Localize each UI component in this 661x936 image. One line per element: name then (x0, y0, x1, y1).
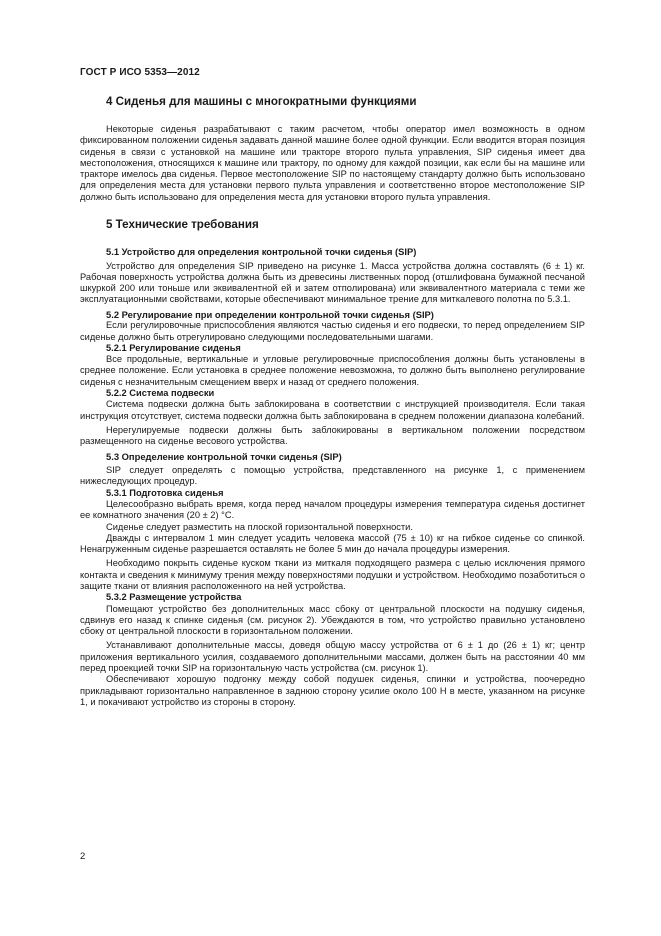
section-5-3-2-heading: 5.3.2 Размещение устройства (106, 592, 242, 603)
section-4-heading: 4 Сиденья для машины с многократными функциями (106, 95, 417, 108)
section-5-3-1-heading: 5.3.1 Подготовка сиденья (106, 487, 224, 498)
section-5-3-1-paragraph-1: Целесообразно выбрать время, когда перед началом процедуры измерения температура сиденья достигнет ее комнатного значения (20 ± 2) °С. (80, 498, 585, 521)
section-5-3-1-paragraph-4: Необходимо покрыть сиденье куском ткани из миткаля подходящего размера с целью исключения прямого контакта и сведения к минимуму трения между поверхностями подушки и устройством. Необходимо позаботиться о защите ткани от влияния расположенного на ней устройства. (80, 558, 585, 591)
standard-header: ГОСТ Р ИСО 5353—2012 (80, 67, 200, 78)
section-5-1-heading: 5.1 Устройство для определения контрольной точки сиденья (SIP) (106, 246, 417, 258)
section-5-heading: 5 Технические требования (106, 218, 259, 232)
section-5-3-2-paragraph-3: Обеспечивают хорошую подгонку между собой подушек сиденья, спинки и устройства, поочередно прикладывают горизонтально направленное в заднюю сторону усилие около 100 Н в месте, указанном на рисунке 1, и покачивают устройство из стороны в сторону. (80, 674, 585, 707)
section-5-2-2-paragraph-2: Нерегулируемые подвески должны быть заблокированы в вертикальном положении посредством размещенного на сиденье весового устройства. (80, 424, 585, 447)
section-5-3-paragraph: SIP следует определять с помощью устройства, представленного на рисунке 1, с применением нижеследующих процедур. (80, 465, 585, 487)
page-content (80, 95, 585, 708)
section-5-3-2-paragraph-2: Устанавливают дополнительные массы, доведя общую массу устройства от 6 ± 1 до (26 ± 1) кг; центр приложения вертикального усилия, создаваемого дополнительными массами, должен быть на расстоянии 40 мм перед проекцией точки SIP на горизонтальную часть устройства (см. рисунок 1). (80, 640, 585, 674)
page-number: 2 (80, 851, 86, 862)
section-5-2-2-paragraph-1: Система подвески должна быть заблокирована в соответствии с инструкцией производителя. Если такая инструкция отсутствует, система подвески должна быть заблокирована в среднем положении диапазона колебаний. (80, 399, 585, 421)
section-5-2-paragraph: Если регулировочные приспособления являются частью сиденья и его подвески, то перед определением SIP сиденье должно быть отрегулировано следующими последовательными шагами. (80, 320, 585, 342)
section-4-paragraph: Некоторые сиденья разрабатывают с таким расчетом, чтобы оператор имел возможность в одном фиксированном положении сиденья задавать данной машине более одной функции. Если вводится вторая позиция сиденья в связи с установкой на машине или тракторе второго пульта управления, SIP сиденья имеет два местоположения, относящихся к машине или трактору, по одному для каждой позиции, как если бы на машине или тракторе имелось два сиденья. Первое местоположение SIP по настоящему стандарту должно быть использовано для определения места для установки первого пульта управления и соответственно второе местоположение SIP должно быть использовано для определения места для установки второго пульта управления. (80, 124, 585, 202)
section-5-3-1-paragraph-3: Дважды с интервалом 1 мин следует усадить человека массой (75 ± 10) кг на гибкое сиденье со спинкой. Ненагруженным сиденье разрешается оставлять не более 5 мин до начала процедуры измерения. (80, 532, 585, 555)
section-5-3-2-paragraph-1: Помещают устройство без дополнительных масс сбоку от центральной плоскости на подушку сиденья, сдвинув его назад к спинке сиденья (см. рисунок 2). Убеждаются в том, что устройство правильно установлено сбоку от центральной плоскости в горизонтальном положении. (80, 603, 585, 637)
section-5-3-heading: 5.3 Определение контрольной точки сиденья (SIP) (106, 450, 342, 462)
section-5-2-1-paragraph: Все продольные, вертикальные и угловые регулировочные приспособления должны быть установлены в среднее положение. Если установка в среднее положение невозможна, то должно быть выполнено регулирование сиденья с незначительным смещением вверх и назад от среднего положения. (80, 354, 585, 387)
section-5-2-1-heading: 5.2.1 Регулирование сиденья (106, 342, 241, 353)
section-5-2-heading: 5.2 Регулирование при определении контрольной точки сиденья (SIP) (106, 308, 434, 320)
section-5-1-paragraph: Устройство для определения SIP приведено на рисунке 1. Масса устройства должна составлять (6 ± 1) кг. Рабочая поверхность устройства должна быть из древесины лиственных пород (отшлифована бумажной песчаной шкуркой 200 или тоньше или эквивалентной ей и затем отполирована) или эквивалентного материала с теми же эксплуатационными свойствами, которые обеспечивают минимальное трение для миткалевого полотна по 5.3.1. (80, 260, 585, 305)
section-5-2-2-heading: 5.2.2 Система подвески (106, 388, 215, 399)
section-5-3-1-paragraph-2: Сиденье следует разместить на плоской горизонтальной поверхности. (106, 521, 413, 532)
